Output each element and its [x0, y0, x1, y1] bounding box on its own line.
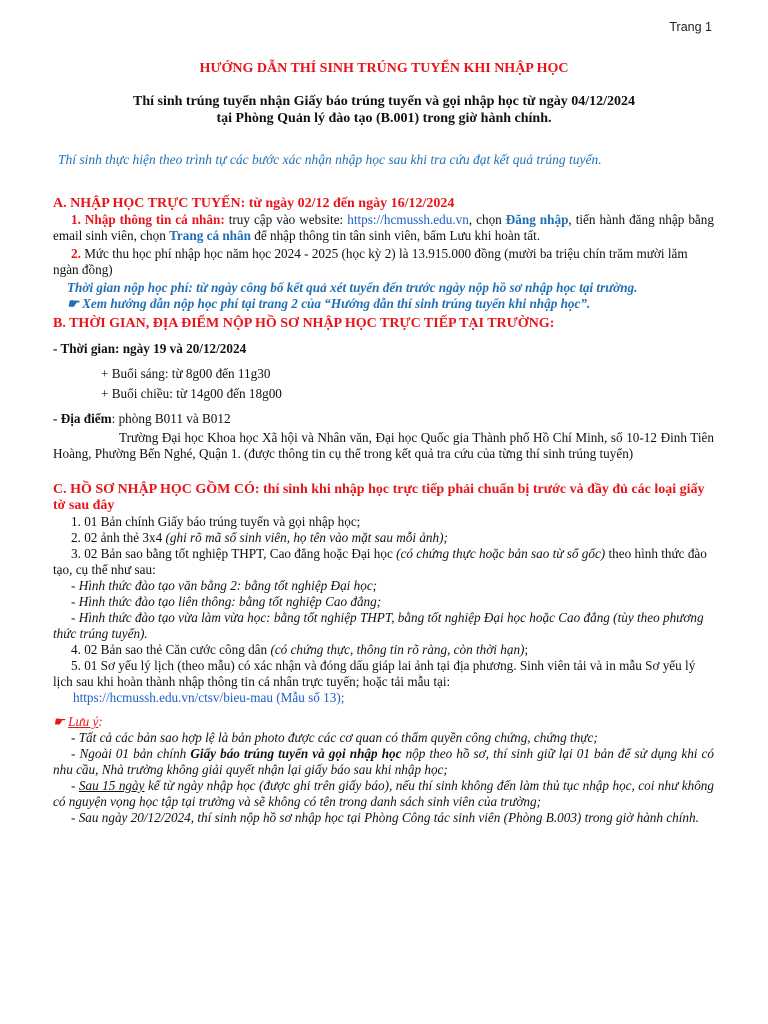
subtitle-line-2: tại Phòng Quản lý đào tạo (B.001) trong giờ hành chính. — [216, 111, 552, 126]
note-2-b: Giấy báo trúng tuyển và gọi nhập học — [190, 746, 402, 761]
step-1-text-c: , tiến hành đăng nhập bằng email sinh viên, chọn — [53, 212, 714, 243]
note-3-a: - — [71, 778, 79, 793]
form-lien-thong: - Hình thức đào tạo liên thông: bằng tốt nghiệp Cao đẳng; — [71, 594, 382, 609]
step-2-text: Mức thu học phí nhập học năm học 2024 - 2025 (học kỳ 2) là 13.915.000 đồng (mười ba triệu chín trăm mười lăm ngàn đồng) — [53, 246, 688, 277]
fee-guide-note: ☛ Xem hướng dẫn nộp học phí tại trang 2 của “Hướng dẫn thí sinh trúng tuyển khi nhập học”. — [67, 296, 591, 311]
item-4-tail: ; — [524, 642, 529, 657]
section-a-step-1 — [53, 212, 714, 244]
note-3 — [53, 778, 714, 810]
note-4: - Sau ngày 20/12/2024, thí sinh nộp hồ sơ nhập học tại Phòng Công tác sinh viên (Phòng B.003) trong giờ hành chính. — [71, 810, 699, 825]
place-rooms: : phòng B011 và B012 — [111, 411, 231, 426]
section-c — [53, 482, 714, 706]
form-vlvh: - Hình thức đào tạo vừa làm vừa học: bằng tốt nghiệp THPT, bằng tốt nghiệp Đại học hoặc Cao đẳng (tùy theo phương thức trúng tuyển). — [53, 610, 704, 641]
step-1-label: 1. Nhập thông tin cá nhân: — [71, 212, 225, 227]
address-text: Trường Đại học Khoa học Xã hội và Nhân văn, Đại học Quốc gia Thành phố Hồ Chí Minh, số 10-12 Đinh Tiên Hoàng, Phường Bến Nghé, Quận 1. (được thông tin cụ thể trong kết quả tra cứu của từng thí sinh trúng tuyển) — [53, 430, 714, 461]
afternoon-slot: + Buổi chiều: từ 14g00 đến 18g00 — [101, 386, 282, 401]
fee-time-note: Thời gian nộp học phí: từ ngày công bố kết quả xét tuyển đến trước ngày nộp hồ sơ nhập học tại trường. — [67, 280, 638, 295]
hand-pointer-icon: ☛ — [53, 714, 65, 729]
item-2-note: (ghi rõ mã số sinh viên, họ tên vào mặt sau mỗi ảnh); — [165, 530, 448, 545]
step-2-label: 2. — [71, 246, 81, 261]
item-4-note: (có chứng thực, thông tin rõ ràng, còn thời hạn) — [270, 642, 525, 657]
page-number: Trang 1 — [669, 20, 712, 34]
item-2-text: 2. 02 ảnh thẻ 3x4 — [71, 530, 166, 545]
form-download-link[interactable]: https://hcmussh.edu.vn/ctsv/bieu-mau (Mẫu số 13); — [73, 690, 345, 705]
morning-slot: + Buổi sáng: từ 8g00 đến 11g30 — [101, 366, 271, 381]
notes-heading: ☛ Lưu ý: — [53, 714, 103, 729]
login-label: Đăng nhập — [505, 212, 569, 227]
profile-label: Trang cá nhân — [169, 228, 251, 243]
place-line — [53, 411, 714, 427]
website-link[interactable]: https://hcmussh.edu.vn — [347, 212, 469, 227]
note-3-b: Sau 15 ngày — [78, 778, 145, 793]
item-3-tail: theo hình thức đào tạo, cụ thể như sau: — [53, 546, 707, 577]
notes-section — [53, 714, 714, 826]
section-a — [53, 196, 714, 312]
document-item-4 — [53, 642, 714, 658]
notes-label: Lưu ý — [68, 714, 99, 729]
form-vb2: - Hình thức đào tạo văn bằng 2: bằng tốt nghiệp Đại học; — [71, 578, 378, 593]
step-1-text-a: truy cập vào website: — [224, 212, 348, 227]
document-item-5: 5. 01 Sơ yếu lý lịch (theo mẫu) có xác nhận và đóng dấu giáp lai ảnh tại địa phương. Sinh viên tải và in mẫu Sơ yếu lý lịch sau khi hoàn thành nhập thông tin cá nhân trực tuyến; hoặc tải mẫu tại: — [53, 658, 696, 689]
subtitle-line-1: Thí sinh trúng tuyển nhận Giấy báo trúng tuyển và gọi nhập học từ ngày 04/12/2024 — [132, 94, 636, 109]
note-3-c: kể từ ngày nhập học (được ghi trên giấy báo), nếu thí sinh không đến làm thủ tục nhập học, coi như không có nguyện vọng học tập tại trường và sẽ không có tên trong danh sách sinh viên của trường; — [53, 778, 714, 809]
item-4-text: 4. 02 Bản sao thẻ Căn cước công dân — [71, 642, 271, 657]
document-item-2 — [53, 530, 714, 546]
section-b — [53, 316, 714, 462]
note-2-c: nộp theo hồ sơ, thí sinh giữ lại 01 bản để sử dụng khi có nhu cầu, Nhà trường không giải quyết nhận lại giấy báo sau khi nhập học; — [53, 746, 714, 777]
section-a-step-2 — [53, 246, 714, 278]
note-2-a: - Ngoài 01 bản chính — [71, 746, 191, 761]
intro-text: Thí sinh thực hiện theo trình tự các bước xác nhận nhập học sau khi tra cứu đạt kết quả trúng tuyển. — [58, 152, 602, 167]
section-a-heading: A. NHẬP HỌC TRỰC TUYẾN: từ ngày 02/12 đến ngày 16/12/2024 — [53, 196, 455, 211]
document-title: HƯỚNG DẪN THÍ SINH TRÚNG TUYỂN KHI NHẬP HỌC — [199, 61, 569, 76]
document-item-3 — [53, 546, 714, 578]
section-c-heading: C. HỒ SƠ NHẬP HỌC GỒM CÓ: thí sinh khi nhập học trực tiếp phải chuẩn bị trước và đầy đủ các loại giấy tờ sau đây — [53, 482, 705, 513]
step-1-text-b: , chọn — [468, 212, 506, 227]
document-item-1: 1. 01 Bản chính Giấy báo trúng tuyển và gọi nhập học; — [71, 514, 361, 529]
step-1-text-d: để nhập thông tin tân sinh viên, bấm Lưu khi hoàn tất. — [250, 228, 541, 243]
place-label: - Địa điểm — [53, 411, 112, 426]
section-b-heading: B. THỜI GIAN, ĐỊA ĐIỂM NỘP HỒ SƠ NHẬP HỌC TRỰC TIẾP TẠI TRƯỜNG: — [53, 316, 555, 331]
item-3-note: (có chứng thực hoặc bản sao từ sổ gốc) — [396, 546, 606, 561]
note-2 — [53, 746, 714, 778]
note-1: - Tất cả các bản sao hợp lệ là bản photo được các cơ quan có thẩm quyền công chứng, chứng thực; — [71, 730, 598, 745]
time-label: - Thời gian: ngày 19 và 20/12/2024 — [53, 341, 247, 356]
item-3-text: 3. 02 Bản sao bằng tốt nghiệp THPT, Cao đẳng hoặc Đại học — [71, 546, 397, 561]
